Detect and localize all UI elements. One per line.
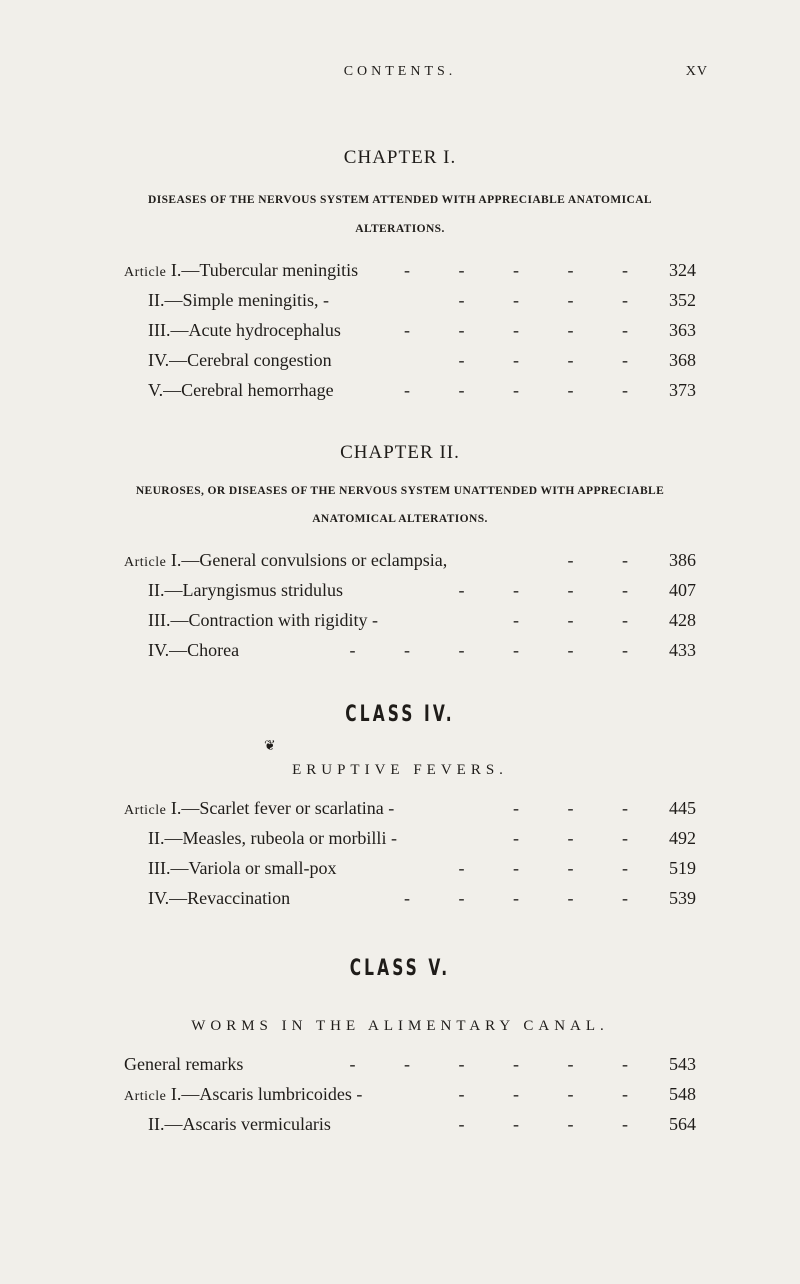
toc-entry [124, 257, 696, 283]
chapter-1-title: CHAPTER I. [343, 147, 457, 168]
entry-label: I.—General convulsions or eclampsia, [166, 550, 448, 570]
class-5-title: CLASS V. [349, 956, 451, 981]
entry-page-number: 543 [669, 1054, 696, 1074]
toc-entry [148, 855, 696, 881]
entry-page-number: 386 [669, 550, 696, 570]
toc-entry [148, 317, 696, 343]
entry-label: IV.—Cerebral congestion [148, 350, 332, 370]
leader-dots: - - - - - - [349, 640, 650, 660]
entry-label: III.—Acute hydrocephalus [148, 320, 341, 340]
chapter-1-subtitle-line-2: ALTERATIONS. [355, 223, 445, 235]
leader-dots: - - - - [458, 580, 650, 600]
running-head [0, 64, 800, 84]
entry-page-number: 492 [669, 828, 696, 848]
entry-page-number: 407 [669, 580, 696, 600]
entry-label: III.—Contraction with rigidity - [148, 610, 378, 630]
leader-dots: - - - - [458, 350, 650, 370]
chapter-2-title: CHAPTER II. [340, 442, 460, 463]
leader-dots: - - - - [458, 1084, 650, 1104]
leader-dots: - - - - - - [349, 1054, 650, 1074]
toc-entry [124, 1051, 696, 1077]
article-prefix: Article [124, 265, 167, 280]
entry-label: II.—Ascaris vermicularis [148, 1114, 331, 1134]
running-head-title: CONTENTS. [343, 64, 457, 79]
toc-entry [148, 377, 696, 403]
toc-entry [148, 607, 696, 633]
chapter-1-subtitle-line-1: DISEASES OF THE NERVOUS SYSTEM ATTENDED WITH APPRECIABLE ANATOMICAL [148, 194, 652, 206]
ornament-mark: ❦ [264, 739, 276, 754]
entry-label: I.—Ascaris lumbricoides - [166, 1084, 363, 1104]
leader-dots: - - - - - [404, 380, 650, 400]
running-head-page-number: XV [685, 64, 708, 79]
toc-entry [148, 1111, 696, 1137]
leader-dots: - - - [513, 798, 650, 818]
leader-dots: - - - - - [404, 260, 650, 280]
leader-dots: - - - - - [404, 320, 650, 340]
leader-dots: - - - [513, 828, 650, 848]
entry-page-number: 519 [669, 858, 696, 878]
entry-label: III.—Variola or small-pox [148, 858, 337, 878]
toc-entry [148, 347, 696, 373]
entry-label: IV.—Revaccination [148, 888, 291, 908]
entry-page-number: 373 [669, 380, 696, 400]
entry-label: II.—Laryngismus stridulus [148, 580, 343, 600]
entry-page-number: 352 [669, 290, 696, 310]
article-prefix: Article [124, 555, 167, 570]
entry-page-number: 368 [669, 350, 696, 370]
entry-label: I.—Tubercular meningitis [166, 260, 359, 280]
entry-label: I.—Scarlet fever or scarlatina - [166, 798, 395, 818]
toc-entry [148, 577, 696, 603]
toc-entry [148, 287, 696, 313]
entry-label: General remarks [124, 1054, 244, 1074]
entry-page-number: 564 [669, 1114, 696, 1134]
article-prefix: Article [124, 1089, 167, 1104]
toc-entry [148, 885, 696, 911]
leader-dots: - - [567, 550, 650, 570]
leader-dots: - - - - - [404, 888, 650, 908]
toc-entry [124, 1081, 696, 1107]
entry-page-number: 433 [669, 640, 696, 660]
leader-dots: - - - - [458, 858, 650, 878]
article-prefix: Article [124, 803, 167, 818]
entry-page-number: 445 [669, 798, 696, 818]
entry-page-number: 324 [669, 260, 696, 280]
toc-entry [124, 795, 696, 821]
chapter-2-subtitle-line-1: NEUROSES, OR DISEASES OF THE NERVOUS SYSTEM UNATTENDED WITH APPRECIABLE [135, 485, 665, 497]
entry-label: V.—Cerebral hemorrhage [148, 380, 334, 400]
entry-label: II.—Measles, rubeola or morbilli - [148, 828, 397, 848]
toc-entry [148, 637, 696, 663]
entry-page-number: 539 [669, 888, 696, 908]
entry-page-number: 363 [669, 320, 696, 340]
entry-page-number: 548 [669, 1084, 696, 1104]
entry-label: IV.—Chorea [148, 640, 240, 660]
chapter-2-subtitle-line-2: ANATOMICAL ALTERATIONS. [312, 513, 488, 525]
leader-dots: - - - [513, 610, 650, 630]
toc-entry [124, 547, 696, 573]
entry-label: II.—Simple meningitis, - [148, 290, 329, 310]
class-4-title: CLASS IV. [345, 702, 455, 727]
leader-dots: - - - - [458, 1114, 650, 1134]
class-5-subtitle: WORMS IN THE ALIMENTARY CANAL. [191, 1018, 609, 1034]
leader-dots: - - - - [458, 290, 650, 310]
entry-page-number: 428 [669, 610, 696, 630]
class-4-subtitle: ERUPTIVE FEVERS. [292, 762, 508, 778]
toc-entry [148, 825, 696, 851]
